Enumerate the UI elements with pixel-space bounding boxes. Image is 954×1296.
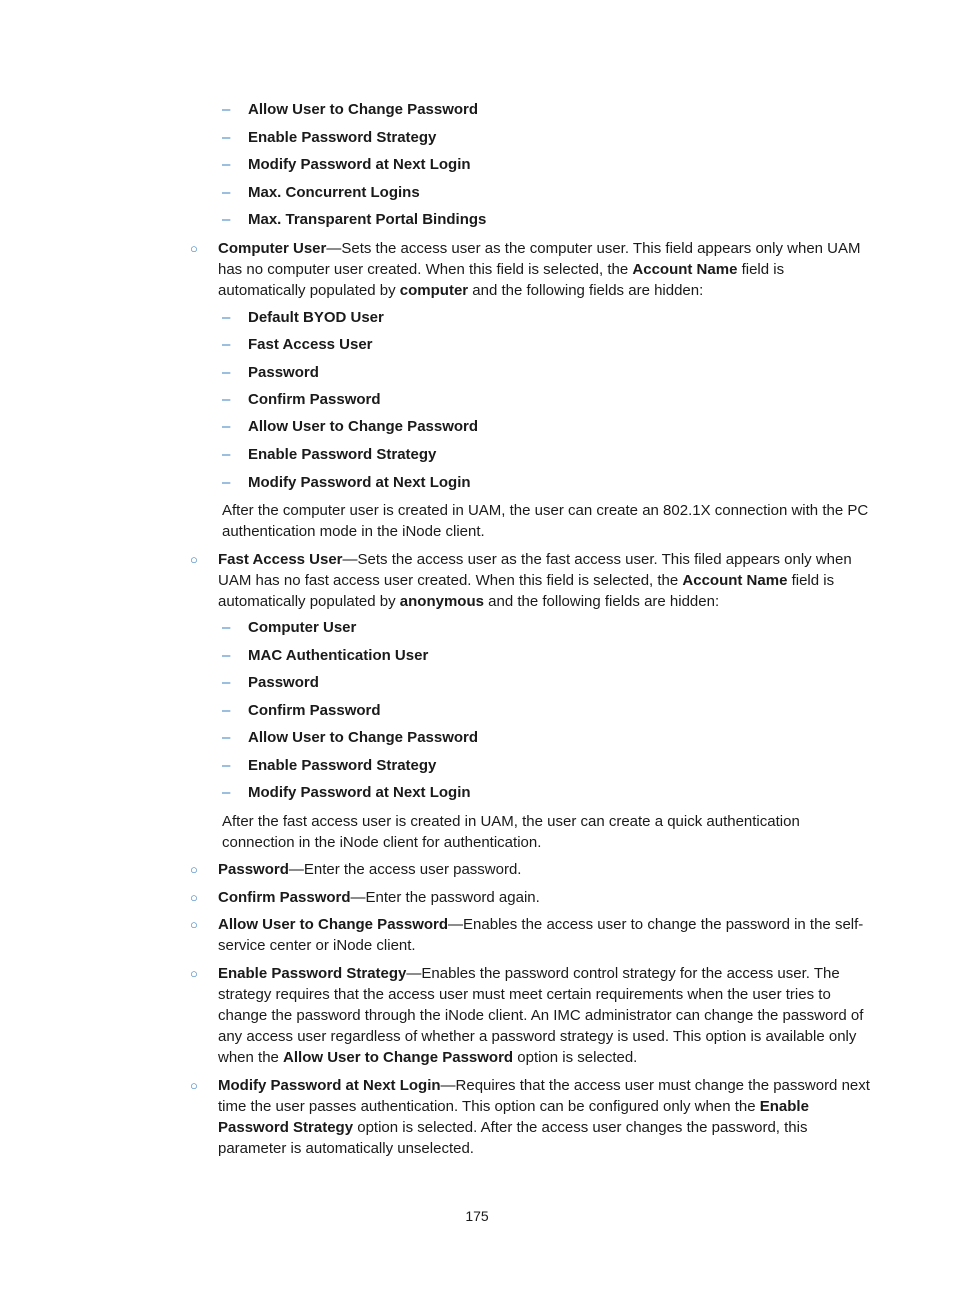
- dash-bullet-icon: –: [222, 418, 231, 435]
- password-entry: ○ Password—Enter the access user password.: [190, 861, 522, 878]
- list-item: – Allow User to Change Password: [222, 729, 479, 746]
- dash-bullet-icon: –: [222, 674, 231, 691]
- circle-bullet-icon: ○: [190, 862, 198, 877]
- dash-bullet-icon: –: [222, 101, 231, 118]
- list-item: – Max. Transparent Portal Bindings: [222, 211, 487, 228]
- dash-bullet-icon: –: [222, 391, 231, 408]
- dash-bullet-icon: –: [222, 647, 231, 664]
- allow-change-password-entry: ○ Allow User to Change Password—Enables the access user to change the password in the self-service center or iNode client.: [190, 916, 864, 954]
- circle-bullet-icon: ○: [190, 917, 198, 932]
- list-item: – Modify Password at Next Login: [222, 474, 471, 491]
- circle-bullet-icon: ○: [190, 890, 198, 905]
- dash-bullet-icon: –: [222, 364, 231, 381]
- dash-bullet-icon: –: [222, 446, 231, 463]
- circle-bullet-icon: ○: [190, 552, 198, 567]
- page-number: 175: [465, 1208, 489, 1224]
- list-item: – Enable Password Strategy: [222, 129, 437, 146]
- modify-password-next-login-entry: ○ Modify Password at Next Login—Requires that the access user must change the password next time the user passes authentication. This option can be configured only when the Enable Password Strategy option is selected. After the access user changes the password, this parameter is automatically unselected.: [190, 1077, 870, 1157]
- dash-bullet-icon: –: [222, 156, 231, 173]
- list-item: – Modify Password at Next Login: [222, 156, 471, 173]
- list-item: – Password: [222, 674, 319, 691]
- list-item: – Allow User to Change Password: [222, 101, 479, 118]
- dash-bullet-icon: –: [222, 309, 231, 326]
- computer-user-note: After the computer user is created in UAM, the user can create an 802.1X connection with the PC authentication mode in the iNode client.: [222, 502, 869, 540]
- list-item: – MAC Authentication User: [222, 647, 429, 664]
- circle-bullet-icon: ○: [190, 241, 198, 256]
- list-item: – Max. Concurrent Logins: [222, 184, 420, 201]
- dash-bullet-icon: –: [222, 784, 231, 801]
- computer-user-entry: ○ Computer User—Sets the access user as the computer user. This field appears only when UAM has no computer user created. When this field is selected, the Account Name field is automatically populated by computer and the following fields are hidden:: [190, 240, 861, 299]
- dash-bullet-icon: –: [222, 129, 231, 146]
- dash-bullet-icon: –: [222, 184, 231, 201]
- list-item: – Computer User: [222, 619, 357, 636]
- list-item: – Password: [222, 364, 319, 381]
- dash-bullet-icon: –: [222, 729, 231, 746]
- confirm-password-entry: ○ Confirm Password—Enter the password again.: [190, 889, 540, 906]
- list-item: – Allow User to Change Password: [222, 418, 479, 435]
- dash-bullet-icon: –: [222, 336, 231, 353]
- dash-bullet-icon: –: [222, 702, 231, 719]
- dash-bullet-icon: –: [222, 474, 231, 491]
- dash-bullet-icon: –: [222, 211, 231, 228]
- enable-password-strategy-entry: ○ Enable Password Strategy—Enables the password control strategy for the access user. The strategy requires that the access user must meet certain requirements when the user tries to change the password through the iNode client. An IMC administrator can change the password of any access user regardless of whether a password strategy is used. This option is available only when the Allow User to Change Password option is selected.: [190, 965, 864, 1066]
- dash-bullet-icon: –: [222, 757, 231, 774]
- list-item: – Modify Password at Next Login: [222, 784, 471, 801]
- dash-bullet-icon: –: [222, 619, 231, 636]
- list-item: – Enable Password Strategy: [222, 446, 437, 463]
- list-item: – Default BYOD User: [222, 309, 384, 326]
- circle-bullet-icon: ○: [190, 966, 198, 981]
- circle-bullet-icon: ○: [190, 1078, 198, 1093]
- list-item: – Confirm Password: [222, 391, 381, 408]
- list-item: – Confirm Password: [222, 702, 381, 719]
- fast-access-user-note: After the fast access user is created in UAM, the user can create a quick authentication connection in the iNode client for authentication.: [222, 813, 800, 851]
- list-item: – Fast Access User: [222, 336, 373, 353]
- list-item: – Enable Password Strategy: [222, 757, 437, 774]
- fast-access-user-entry: ○ Fast Access User—Sets the access user as the fast access user. This filed appears only when UAM has no fast access user created. When this field is selected, the Account Name field is automatically populated by anonymous and the following fields are hidden:: [190, 551, 852, 610]
